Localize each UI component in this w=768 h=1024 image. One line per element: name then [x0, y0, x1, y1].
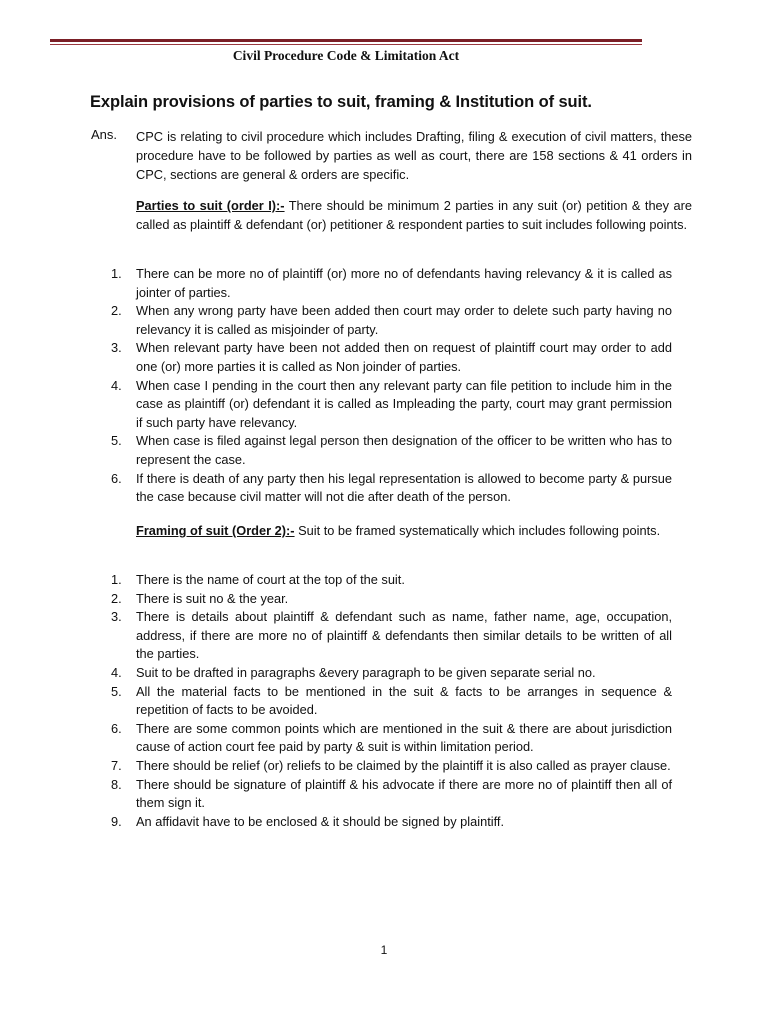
list-item-text: When relevant party have been not added then on request of plaintiff court may order to add one (or) more parties it is called as Non joinder of parties.	[136, 340, 672, 374]
parties-paragraph	[136, 196, 692, 234]
list-item	[111, 664, 672, 683]
list-item	[111, 813, 672, 832]
list-item	[111, 590, 672, 609]
list-item-text: There is the name of court at the top of the suit.	[136, 572, 405, 587]
list-item-text: An affidavit have to be enclosed & it should be signed by plaintiff.	[136, 813, 505, 829]
list-item-text: When case I pending in the court then any relevant party can file petition to include him in the case as plaintiff (or) defendant it is called as Impleading the party, court may grant permission if such party have relevancy.	[136, 377, 672, 430]
framing-text: Suit to be framed systematically which includes following points.	[294, 523, 661, 538]
list-number: 7.	[111, 757, 122, 773]
list-number: 5.	[111, 683, 122, 699]
list-item	[111, 377, 672, 433]
list-item-text: There should be signature of plaintiff & his advocate if there are more no of plaintiff then all of them sign it.	[136, 776, 672, 811]
list-item	[111, 608, 672, 664]
parties-list	[111, 265, 672, 507]
list-item-text: When any wrong party have been added then court may order to delete such party having no relevancy it is called as misjoinder of party.	[136, 303, 672, 337]
list-item	[111, 720, 672, 757]
header-rule-thin	[50, 44, 642, 45]
list-item-text: Suit to be drafted in paragraphs &every paragraph to be given separate serial no.	[136, 664, 596, 680]
list-item	[111, 432, 672, 469]
list-number: 2.	[111, 303, 122, 319]
list-item	[111, 757, 672, 776]
list-item-text: All the material facts to be mentioned in the suit & facts to be arranges in sequence & repetition of facts to be avoided.	[136, 683, 672, 718]
page-number: 1	[380, 943, 388, 957]
list-item-text: There are some common points which are mentioned in the suit & there are about jurisdiction cause of action court fee paid by party & suit is within limitation period.	[136, 720, 672, 755]
list-item-text: There can be more no of plaintiff (or) more no of defendants having relevancy & it is called as jointer of parties.	[136, 266, 672, 300]
list-item	[111, 776, 672, 813]
list-item-text: There should be relief (or) reliefs to be claimed by the plaintiff it is also called as prayer clause.	[136, 757, 671, 773]
parties-heading: Parties to suit (order I):-	[136, 198, 285, 213]
list-item	[111, 302, 672, 339]
list-number: 1.	[111, 266, 122, 281]
list-item	[111, 339, 672, 376]
framing-heading: Framing of suit (Order 2):-	[136, 523, 295, 538]
list-number: 6.	[111, 720, 122, 736]
header-rule-thick	[50, 39, 642, 42]
running-header: Civil Procedure Code & Limitation Act	[232, 48, 460, 63]
list-number: 2.	[111, 590, 122, 606]
list-number: 5.	[111, 433, 122, 449]
list-item	[111, 683, 672, 720]
list-item	[111, 571, 672, 590]
list-number: 1.	[111, 572, 122, 587]
answer-label: Ans.	[91, 127, 118, 142]
framing-paragraph	[136, 521, 692, 540]
list-item-text: There is details about plaintiff & defendant such as name, father name, age, occupation, address, if there are more no of plaintiff & defendants then similar details to be written of all the parties.	[136, 609, 672, 662]
list-number: 6.	[111, 470, 122, 486]
list-number: 8.	[111, 776, 122, 792]
list-item-text: There is suit no & the year.	[136, 590, 289, 606]
list-item-text: When case is filed against legal person then designation of the officer to be written who has to represent the case.	[136, 433, 672, 467]
list-item-text: If there is death of any party then his legal representation is allowed to become party & pursue the case because civil matter will not die after death of the person.	[136, 470, 672, 505]
list-number: 9.	[111, 813, 122, 829]
list-item	[111, 265, 672, 302]
parties-text: There should be minimum 2 parties in any suit (or) petition & they are called as plaintiff & defendant (or) petitioner & respondent parties to suit includes following points.	[136, 198, 692, 232]
list-item	[111, 470, 672, 507]
framing-list	[111, 571, 672, 831]
list-number: 4.	[111, 664, 122, 680]
list-number: 3.	[111, 340, 122, 356]
answer-intro: CPC is relating to civil procedure which includes Drafting, filing & execution of civil matters, these procedure have to be followed by parties as well as court, there are 158 sections & 41 orders in CPC, sections are general & orders are specific.	[136, 129, 692, 182]
list-number: 4.	[111, 377, 122, 393]
question-heading: Explain provisions of parties to suit, framing & Institution of suit.	[90, 93, 592, 111]
list-number: 3.	[111, 609, 122, 625]
